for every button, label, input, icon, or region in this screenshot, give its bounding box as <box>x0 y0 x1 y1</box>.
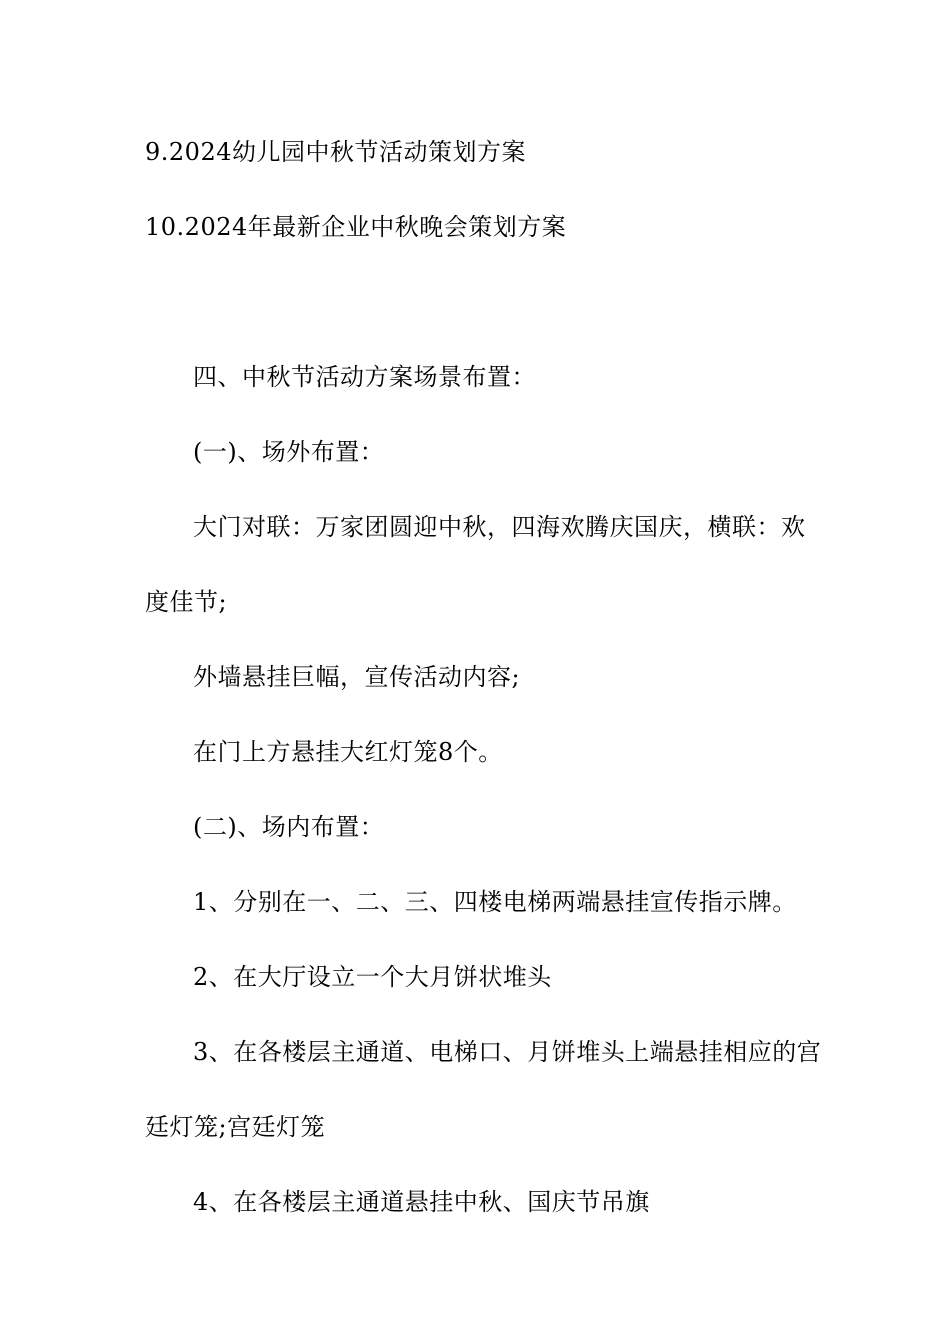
indoor-item-4: 4、在各楼层主通道悬挂中秋、国庆节吊旗 <box>193 1188 650 1216</box>
indoor-item-3-line1: 3、在各楼层主通道、电梯口、月饼堆头上端悬挂相应的宫 <box>193 1038 822 1066</box>
outdoor-couplet-line2: 度佳节; <box>145 588 228 616</box>
toc-item-9: 9.2024幼儿园中秋节活动策划方案 <box>145 138 526 166</box>
section-title: 四、中秋节活动方案场景布置： <box>193 363 536 391</box>
indoor-item-3-line2: 廷灯笼;宫廷灯笼 <box>145 1113 326 1141</box>
outdoor-banner: 外墙悬挂巨幅，宣传活动内容; <box>193 663 521 691</box>
toc-item-10: 10.2024年最新企业中秋晚会策划方案 <box>145 213 567 241</box>
indoor-item-2: 2、在大厅设立一个大月饼状堆头 <box>193 963 552 991</box>
indoor-heading: (二)、场内布置： <box>193 813 385 841</box>
outdoor-heading: (一)、场外布置： <box>193 438 385 466</box>
outdoor-lanterns: 在门上方悬挂大红灯笼8个。 <box>193 738 503 766</box>
indoor-item-1: 1、分别在一、二、三、四楼电梯两端悬挂宣传指示牌。 <box>193 888 797 916</box>
outdoor-couplet-line1: 大门对联：万家团圆迎中秋，四海欢腾庆国庆，横联：欢 <box>193 513 806 541</box>
